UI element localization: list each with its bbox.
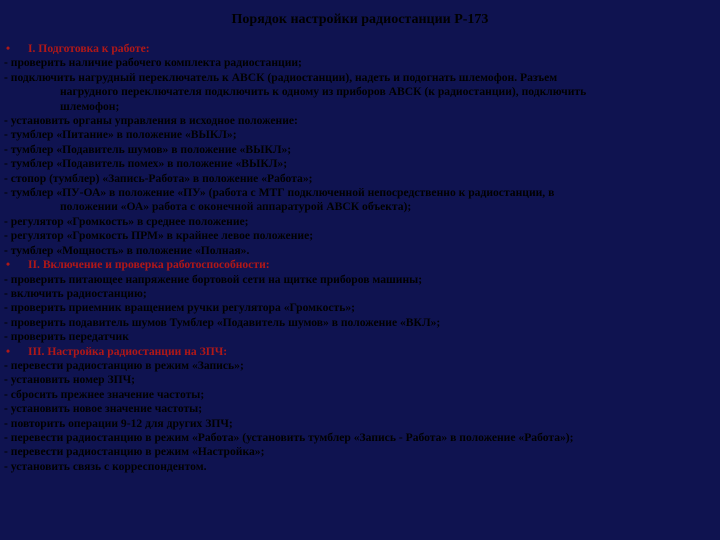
list-item: - перевести радиостанцию в режим «Настройка»; <box>4 445 265 459</box>
list-item: - тумблер «Питание» в положение «ВЫКЛ»; <box>4 128 237 142</box>
slide-title: Порядок настройки радиостанции Р-173 <box>231 12 489 27</box>
list-item: - проверить передатчик <box>4 330 129 344</box>
list-item: - перевести радиостанцию в режим «Работа» (установить тумблер «Запись - Работа» в положение «Работа»); <box>4 430 574 444</box>
list-item: - установить органы управления в исходное положение: <box>4 114 298 128</box>
list-item-continuation: нагрудного переключателя подключить к одному из приборов АВСК (к радиостанции), подключить <box>60 85 587 99</box>
list-item: - подключить нагрудный переключатель к АВСК (радиостанции), надеть и подогнать шлемофон. Разъем <box>4 70 558 84</box>
list-item: - установить номер ЗПЧ; <box>4 373 135 387</box>
list-item: - проверить приемник вращением ручки регулятора «Громкость»; <box>4 301 356 315</box>
list-item: - тумблер «Подавитель шумов» в положение «ВЫКЛ»; <box>4 142 292 156</box>
bullet-icon: • <box>6 42 11 55</box>
list-item: - регулятор «Громкость ПРМ» в крайнее левое положение; <box>4 229 314 243</box>
list-item: - сбросить прежнее значение частоты; <box>4 387 205 401</box>
list-item: - проверить питающее напряжение бортовой сети на щитке приборов машины; <box>4 272 423 286</box>
list-item: - включить радиостанцию; <box>4 286 147 300</box>
slide-content <box>4 42 716 474</box>
list-item: - регулятор «Громкость» в среднее положение; <box>4 214 249 228</box>
list-item: - тумблер «Мощность» в положение «Полная». <box>4 243 250 257</box>
bullet-icon: • <box>6 258 11 272</box>
list-item: - стопор (тумблер) «Запись-Работа» в положение «Работа»; <box>4 171 313 185</box>
section-heading <box>4 258 716 272</box>
list-item: - повторить операции 9-12 для других ЗПЧ; <box>4 416 233 430</box>
list-item-continuation: шлемофон; <box>60 99 120 113</box>
list-item: - тумблер «Подавитель помех» в положение «ВЫКЛ»; <box>4 157 288 171</box>
list-item-continuation: положении «ОА» работа с оконечной аппаратурой АВСК объекта); <box>60 200 412 214</box>
list-item: - установить новое значение частоты; <box>4 402 203 416</box>
section-heading-text: III. Настройка радиостанции на ЗПЧ: <box>28 344 228 358</box>
list-item: - проверить подавитель шумов Тумблер «Подавитель шумов» в положение «ВКЛ»; <box>4 315 441 329</box>
section-heading <box>4 345 716 359</box>
list-item: - установить связь с корреспондентом. <box>4 459 207 473</box>
section-heading-text: I. Подготовка к работе: <box>28 42 150 55</box>
bullet-icon: • <box>6 344 11 358</box>
section-heading-text: II. Включение и проверка работоспособности: <box>28 258 270 272</box>
list-item: - перевести радиостанцию в режим «Запись»; <box>4 358 244 372</box>
list-item: - проверить наличие рабочего комплекта радиостанции; <box>4 56 302 70</box>
section-heading <box>4 42 716 56</box>
list-item: - тумблер «ПУ-ОА» в положение «ПУ» (работа с МТГ подключенной непосредственно к радиостанции, в <box>4 186 555 200</box>
